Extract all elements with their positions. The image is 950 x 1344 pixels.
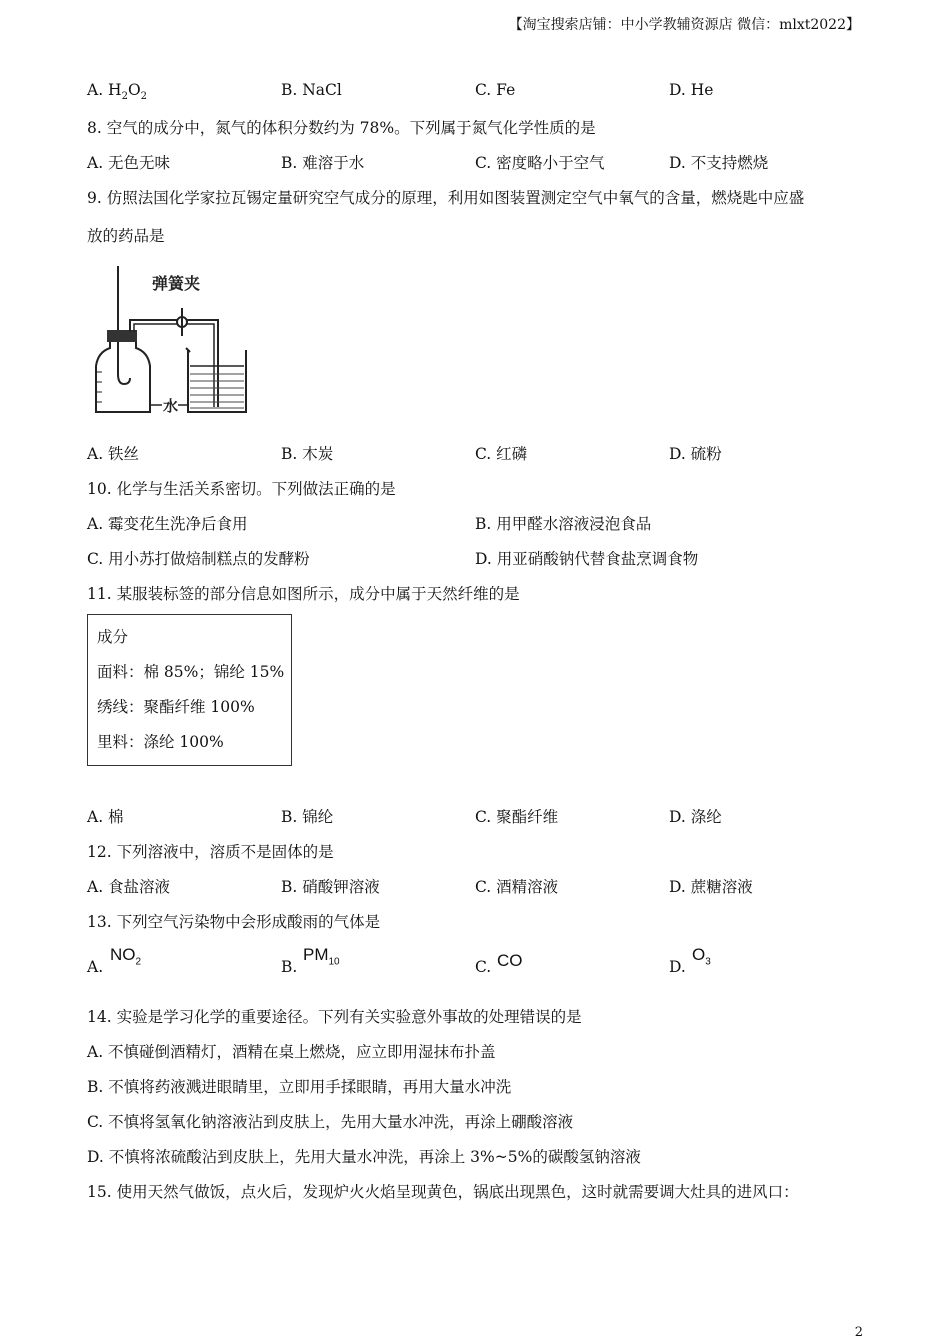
page-header: 【淘宝搜索店铺：中小学教辅资源店 微信：mlxt2022】 — [508, 17, 860, 33]
label-line-lining: 里料：涤纶 100% — [97, 733, 224, 751]
q7-option-a-sub2: 2 — [140, 91, 148, 103]
q7-option-a — [87, 81, 147, 102]
q13-option-a-formula: $NO_2$ — [110, 945, 142, 968]
q9-stem-line2: 放的药品是 — [87, 227, 165, 245]
q11-option-a: A. 棉 — [87, 808, 124, 826]
q11-option-b: B. 锦纶 — [281, 808, 334, 826]
q12-stem: 12. 下列溶液中，溶质不是固体的是 — [87, 843, 334, 861]
apparatus-figure — [90, 262, 260, 420]
q13-option-c-formula: CO — [497, 951, 523, 970]
q12-option-c: C. 酒精溶液 — [475, 878, 559, 896]
q8-option-c: C. 密度略小于空气 — [475, 154, 605, 172]
q14-stem: 14. 实验是学习化学的重要途径。下列有关实验意外事故的处理错误的是 — [87, 1008, 582, 1026]
q14-option-a: A. 不慎碰倒酒精灯，酒精在桌上燃烧，应立即用湿抹布扑盖 — [87, 1043, 496, 1061]
q9-option-a: A. 铁丝 — [87, 445, 140, 463]
q14-option-d: D. 不慎将浓硫酸沾到皮肤上，先用大量水冲洗，再涂上 3%~5%的碳酸氢钠溶液 — [87, 1148, 641, 1166]
q8-option-d: D. 不支持燃烧 — [669, 154, 769, 172]
q14-option-c: C. 不慎将氢氧化钠溶液沾到皮肤上，先用大量水冲洗，再涂上硼酸溶液 — [87, 1113, 574, 1131]
q10-option-d: D. 用亚硝酸钠代替食盐烹调食物 — [475, 550, 699, 568]
q8-stem: 8. 空气的成分中，氮气的体积分数约为 78%。下列属于氮气化学性质的是 — [87, 119, 596, 137]
figure-water-label: 水 — [163, 397, 179, 415]
q11-option-d: D. 涤纶 — [669, 808, 722, 826]
q10-option-b: B. 用甲醛水溶液浸泡食品 — [475, 515, 652, 533]
q7-option-d: D. He — [669, 81, 714, 99]
figure-clamp-label: 弹簧夹 — [152, 274, 201, 293]
label-title: 成分 — [97, 628, 129, 646]
q13-option-d-letter: D. — [669, 958, 686, 976]
q7-option-c: C. Fe — [475, 81, 516, 99]
label-line-fabric: 面料：棉 85%；锦纶 15% — [97, 663, 285, 681]
q7-option-a-sub1: 2 — [121, 91, 128, 103]
q13-option-c-letter: C. — [475, 958, 492, 976]
q9-option-c: C. 红磷 — [475, 445, 528, 463]
q8-option-a: A. 无色无味 — [87, 154, 171, 172]
q10-option-c: C. 用小苏打做焙制糕点的发酵粉 — [87, 550, 310, 568]
q9-option-d: D. 硫粉 — [669, 445, 722, 463]
q7-option-b: B. NaCl — [281, 81, 342, 99]
page-number: 2 — [854, 1325, 863, 1340]
q13-option-b-letter: B. — [281, 958, 298, 976]
q10-stem: 10. 化学与生活关系密切。下列做法正确的是 — [87, 480, 396, 498]
q11-stem: 11. 某服装标签的部分信息如图所示，成分中属于天然纤维的是 — [87, 585, 520, 603]
q15-stem: 15. 使用天然气做饭，点火后，发现炉火火焰呈现黄色，锅底出现黑色，这时就需要调大灶具的进风口： — [87, 1183, 799, 1201]
q9-stem-line1: 9. 仿照法国化学家拉瓦锡定量研究空气成分的原理，利用如图装置测定空气中氧气的含量，燃烧匙中应盛 — [87, 189, 805, 207]
q11-option-c: C. 聚酯纤维 — [475, 808, 559, 826]
q7-option-a-prefix: A. H — [87, 81, 122, 99]
q13-stem: 13. 下列空气污染物中会形成酸雨的气体是 — [87, 913, 381, 931]
q12-option-d: D. 蔗糖溶液 — [669, 878, 753, 896]
q12-option-b: B. 硝酸钾溶液 — [281, 878, 380, 896]
q9-option-b: B. 木炭 — [281, 445, 334, 463]
q10-option-a: A. 霉变花生洗净后食用 — [87, 515, 248, 533]
q12-option-a: A. 食盐溶液 — [87, 878, 171, 896]
q13-option-b-formula: $PM_{10}$ — [303, 945, 340, 968]
q14-option-b: B. 不慎将药液溅进眼睛里，立即用手揉眼睛，再用大量水冲洗 — [87, 1078, 512, 1096]
q7-option-a-mid: O — [127, 81, 141, 99]
q13-option-a-letter: A. — [87, 958, 104, 976]
label-line-thread: 绣线：聚酯纤维 100% — [97, 698, 255, 716]
clothing-label-box — [87, 614, 292, 766]
q13-option-d-formula: $O_3$ — [692, 945, 711, 968]
q8-option-b: B. 难溶于水 — [281, 154, 365, 172]
